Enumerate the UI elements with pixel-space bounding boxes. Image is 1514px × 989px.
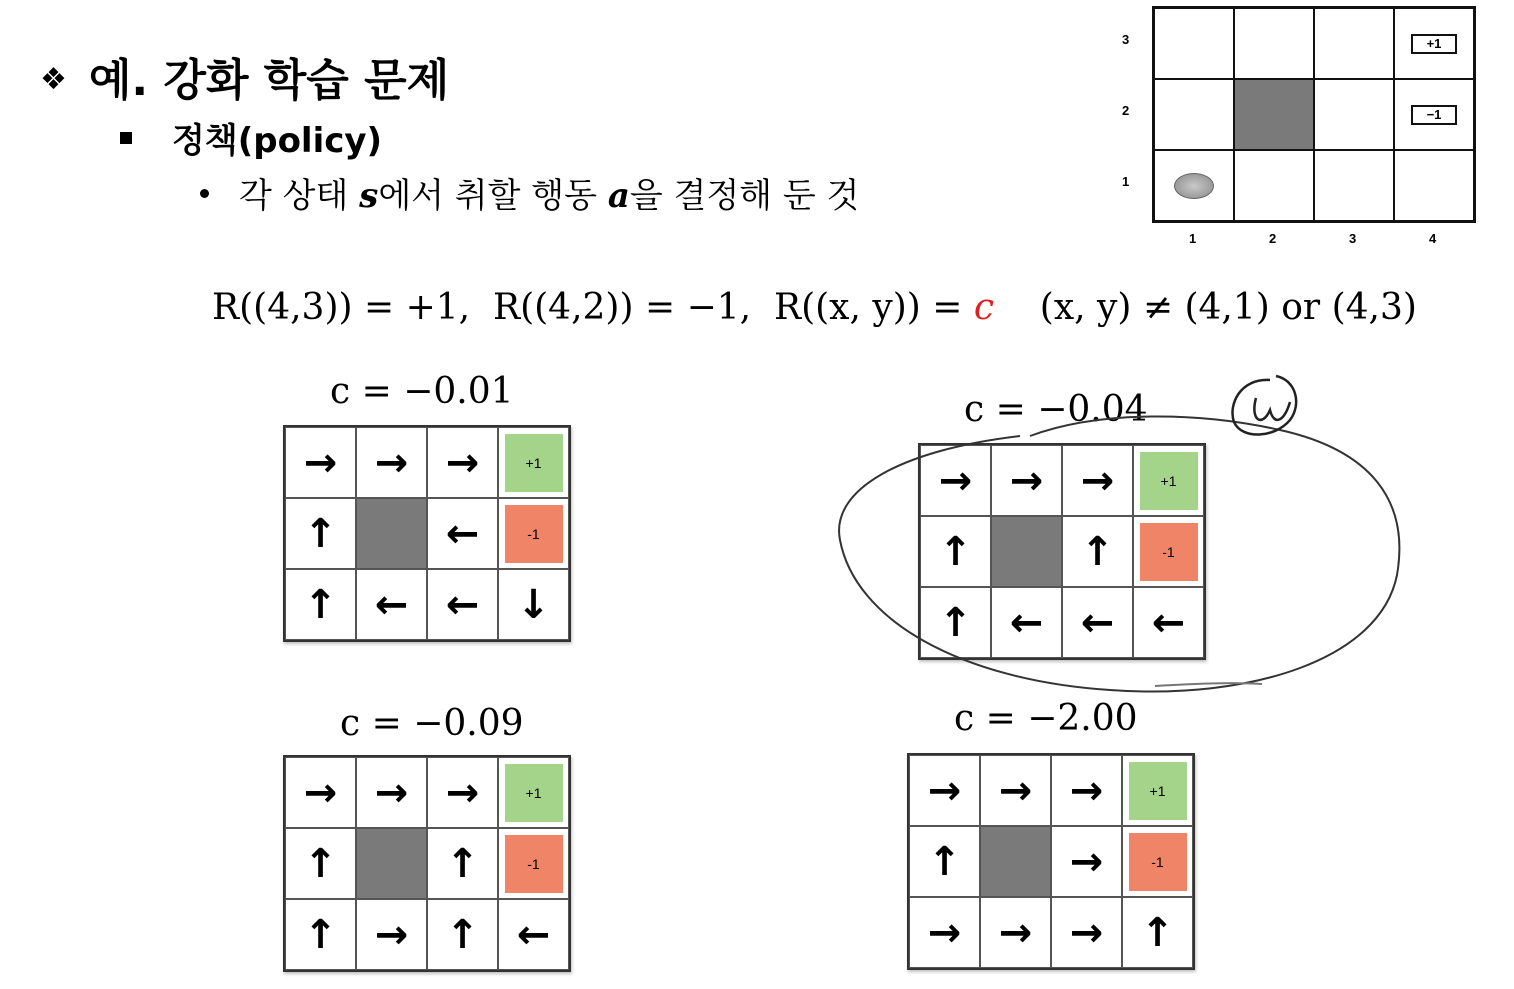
wall-cell bbox=[991, 516, 1062, 587]
policy-cell bbox=[356, 899, 427, 970]
col-label-2: 2 bbox=[1269, 231, 1277, 246]
col-label-3: 3 bbox=[1349, 231, 1357, 246]
reward-formula bbox=[212, 283, 1417, 333]
policy-label-3: c = −0.09 bbox=[340, 703, 524, 744]
world-cell-plus bbox=[1394, 8, 1474, 79]
policy-grid-4 bbox=[907, 753, 1195, 970]
policy-cell bbox=[285, 828, 356, 899]
minus-one-terminal: -1 bbox=[505, 835, 563, 893]
square-bullet-icon bbox=[120, 132, 132, 144]
arrow-up-icon: ↑ bbox=[927, 838, 962, 885]
slide-title bbox=[40, 52, 449, 109]
policy-cell bbox=[356, 757, 427, 828]
goal-cell bbox=[1133, 445, 1204, 516]
arrow-right-icon: → bbox=[374, 439, 409, 486]
policy-cell bbox=[285, 427, 356, 498]
goal-cell bbox=[498, 427, 569, 498]
policy-cell bbox=[920, 587, 991, 658]
arrow-left-icon: ← bbox=[445, 581, 480, 628]
arrow-right-icon: → bbox=[1069, 838, 1104, 885]
arrow-right-icon: → bbox=[374, 769, 409, 816]
policy-cell bbox=[909, 755, 980, 826]
state-var: 𝒔 bbox=[359, 176, 379, 216]
world-cell bbox=[1234, 8, 1314, 79]
policy-cell bbox=[356, 569, 427, 640]
arrow-up-icon: ↑ bbox=[303, 840, 338, 887]
arrow-right-icon: → bbox=[1080, 457, 1115, 504]
penalty-cell bbox=[1122, 826, 1193, 897]
arrow-up-icon: ↑ bbox=[1080, 528, 1115, 575]
policy-cell bbox=[427, 828, 498, 899]
world-cell bbox=[1314, 150, 1394, 221]
world-cell bbox=[1314, 79, 1394, 150]
arrow-right-icon: → bbox=[303, 769, 338, 816]
minus-one-terminal: -1 bbox=[1140, 523, 1198, 581]
world-cell bbox=[1154, 8, 1234, 79]
diamond-bullet-icon: ❖ bbox=[40, 62, 67, 97]
goal-cell bbox=[1122, 755, 1193, 826]
policy-cell bbox=[920, 516, 991, 587]
arrow-right-icon: → bbox=[1069, 909, 1104, 956]
policy-cell bbox=[498, 899, 569, 970]
arrow-up-icon: ↑ bbox=[303, 581, 338, 628]
row-label-2: 2 bbox=[1122, 103, 1130, 118]
world-cell bbox=[1394, 150, 1474, 221]
arrow-right-icon: → bbox=[998, 909, 1033, 956]
arrow-left-icon: ← bbox=[1009, 599, 1044, 646]
goal-cell bbox=[498, 757, 569, 828]
arrow-right-icon: → bbox=[1009, 457, 1044, 504]
policy-description bbox=[200, 172, 859, 220]
arrow-left-icon: ← bbox=[1080, 599, 1115, 646]
penalty-cell bbox=[498, 498, 569, 569]
arrow-right-icon: → bbox=[998, 767, 1033, 814]
robot-icon bbox=[1174, 173, 1214, 199]
arrow-right-icon: → bbox=[303, 439, 338, 486]
policy-label-1: c = −0.01 bbox=[330, 371, 514, 412]
arrow-right-icon: → bbox=[445, 439, 480, 486]
desc-mid: 에서 취할 행동 bbox=[378, 176, 608, 216]
hand-at-symbol bbox=[1233, 376, 1297, 435]
arrow-up-icon: ↑ bbox=[1140, 909, 1175, 956]
slide-title-text: 예. 강화 학습 문제 bbox=[88, 55, 450, 106]
policy-cell bbox=[1062, 587, 1133, 658]
plus-one-terminal: +1 bbox=[1140, 452, 1198, 510]
policy-cell bbox=[1051, 897, 1122, 968]
dot-bullet-icon bbox=[200, 189, 209, 198]
col-label-4: 4 bbox=[1429, 231, 1437, 246]
arrow-down-icon: ↓ bbox=[516, 581, 551, 628]
world-cell bbox=[1234, 150, 1314, 221]
policy-cell bbox=[980, 755, 1051, 826]
subtitle bbox=[120, 118, 382, 164]
penalty-cell bbox=[498, 828, 569, 899]
arrow-right-icon: → bbox=[927, 909, 962, 956]
arrow-right-icon: → bbox=[1069, 767, 1104, 814]
arrow-left-icon: ← bbox=[1151, 599, 1186, 646]
arrow-up-icon: ↑ bbox=[303, 510, 338, 557]
desc-post: 을 결정해 둔 것 bbox=[629, 176, 860, 216]
plus-one-terminal: +1 bbox=[505, 764, 563, 822]
world-cell-minus bbox=[1394, 79, 1474, 150]
wall-cell bbox=[356, 828, 427, 899]
row-label-1: 1 bbox=[1122, 174, 1130, 189]
arrow-left-icon: ← bbox=[374, 581, 409, 628]
policy-cell bbox=[991, 587, 1062, 658]
policy-label-4: c = −2.00 bbox=[954, 698, 1138, 739]
formula-part2: (x, y) ≠ (4,1) or (4,3) bbox=[994, 287, 1417, 328]
arrow-up-icon: ↑ bbox=[938, 599, 973, 646]
arrow-up-icon: ↑ bbox=[938, 528, 973, 575]
wall-cell bbox=[980, 826, 1051, 897]
policy-cell bbox=[1122, 897, 1193, 968]
col-label-1: 1 bbox=[1189, 231, 1197, 246]
policy-cell bbox=[909, 897, 980, 968]
policy-cell bbox=[980, 897, 1051, 968]
subtitle-text: 정책(policy) bbox=[172, 121, 383, 161]
policy-cell bbox=[991, 445, 1062, 516]
formula-part1: R((4,3)) = +1, R((4,2)) = −1, R((x, y)) = bbox=[212, 287, 974, 328]
plus-one-terminal: +1 bbox=[505, 434, 563, 492]
policy-cell bbox=[427, 498, 498, 569]
formula-c: c bbox=[973, 287, 995, 328]
minus-one-terminal: -1 bbox=[1129, 833, 1187, 891]
policy-cell bbox=[920, 445, 991, 516]
policy-cell bbox=[427, 757, 498, 828]
policy-cell bbox=[1133, 587, 1204, 658]
world-cell-start bbox=[1154, 150, 1234, 221]
minus-one-terminal: -1 bbox=[505, 505, 563, 563]
policy-cell bbox=[356, 427, 427, 498]
policy-cell bbox=[285, 498, 356, 569]
plus-one-box: +1 bbox=[1411, 34, 1457, 54]
policy-grid-2 bbox=[918, 443, 1206, 660]
policy-cell bbox=[285, 569, 356, 640]
wall-cell bbox=[356, 498, 427, 569]
world-cell bbox=[1314, 8, 1394, 79]
grid-world-diagram bbox=[1152, 6, 1476, 223]
minus-one-box: −1 bbox=[1411, 105, 1457, 125]
policy-cell bbox=[498, 569, 569, 640]
arrow-left-icon: ← bbox=[516, 911, 551, 958]
policy-cell bbox=[285, 899, 356, 970]
action-var: 𝒂 bbox=[607, 176, 630, 216]
policy-cell bbox=[427, 569, 498, 640]
policy-cell bbox=[1062, 445, 1133, 516]
policy-cell bbox=[909, 826, 980, 897]
policy-label-2: c = −0.04 bbox=[964, 389, 1148, 430]
policy-grid-1 bbox=[283, 425, 571, 642]
policy-cell bbox=[1051, 826, 1122, 897]
desc-pre: 각 상태 bbox=[239, 176, 360, 216]
penalty-cell bbox=[1133, 516, 1204, 587]
arrow-right-icon: → bbox=[927, 767, 962, 814]
arrow-right-icon: → bbox=[938, 457, 973, 504]
policy-cell bbox=[427, 899, 498, 970]
policy-cell bbox=[285, 757, 356, 828]
arrow-up-icon: ↑ bbox=[445, 911, 480, 958]
world-cell bbox=[1154, 79, 1234, 150]
hand-underline-stroke bbox=[1155, 683, 1262, 686]
policy-cell bbox=[427, 427, 498, 498]
world-wall-cell bbox=[1234, 79, 1314, 150]
policy-cell bbox=[1062, 516, 1133, 587]
arrow-right-icon: → bbox=[374, 911, 409, 958]
plus-one-terminal: +1 bbox=[1129, 762, 1187, 820]
policy-cell bbox=[1051, 755, 1122, 826]
arrow-up-icon: ↑ bbox=[445, 840, 480, 887]
arrow-right-icon: → bbox=[445, 769, 480, 816]
arrow-up-icon: ↑ bbox=[303, 911, 338, 958]
arrow-left-icon: ← bbox=[445, 510, 480, 557]
row-label-3: 3 bbox=[1122, 32, 1130, 47]
policy-grid-3 bbox=[283, 755, 571, 972]
